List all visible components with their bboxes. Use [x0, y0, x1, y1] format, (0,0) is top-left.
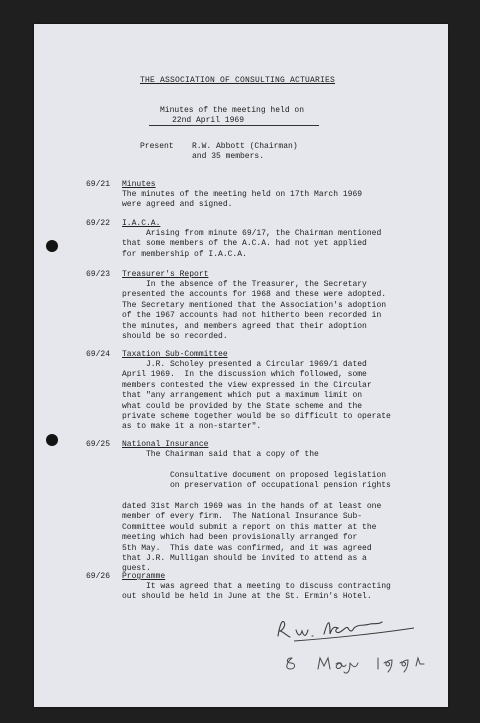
minute-heading: Taxation Sub-Committee	[122, 350, 228, 359]
present-chairman: R.W. Abbott (Chairman)	[192, 142, 298, 151]
handwritten-signature	[274, 612, 424, 642]
minute-number: 69/22	[86, 219, 111, 228]
subtitle-underline	[149, 125, 319, 126]
minute-text: The Chairman said that a copy of the Consultative document on proposed legislation on preservation of occupational pension rights dated 31st March 1969 was in the hands of at least one member of every firm. The National Insurance Sub- Committee would submit a report on this matter at the meeting which had been provisionally arranged for 5th May. This date was confirmed, and it was agreed that J.R. Mulligan should be invited to attend as a guest.	[122, 450, 391, 574]
document-page	[34, 24, 448, 707]
present-label: Present	[140, 142, 174, 151]
meeting-date: 22nd April 1969	[172, 116, 245, 125]
minute-number: 69/23	[86, 270, 111, 279]
minute-heading: Programme	[122, 572, 166, 581]
minute-text: J.R. Scholey presented a Circular 1969/1 dated April 1969. In the discussion which followed, some members contested the view expressed in the Circular that "any arrangement which put a maximum limit on what could be provided by the State scheme and the private scheme together would be so difficult to operate as to make it a non-starter".	[122, 360, 391, 432]
present-members: and 35 members.	[192, 152, 265, 161]
punch-hole-bottom	[46, 434, 58, 446]
document-title: THE ASSOCIATION OF CONSULTING ACTUARIES	[140, 76, 336, 85]
handwritten-date	[284, 652, 464, 674]
minute-heading: Minutes	[122, 180, 156, 189]
minute-number: 69/24	[86, 350, 111, 359]
punch-hole-top	[46, 240, 58, 252]
minute-number: 69/26	[86, 572, 111, 581]
minute-number: 69/25	[86, 440, 111, 449]
minute-text: Arising from minute 69/17, the Chairman mentioned that some members of the A.C.A. had not yet applied for membership of I.A.C.A.	[122, 229, 382, 259]
minute-text: The minutes of the meeting held on 17th March 1969 were agreed and signed.	[122, 190, 363, 210]
minute-number: 69/21	[86, 180, 111, 189]
minute-heading: National Insurance	[122, 440, 209, 449]
minute-heading: Treasurer's Report	[122, 270, 209, 279]
minute-text: It was agreed that a meeting to discuss contracting out should be held in June at the St. Ermin's Hotel.	[122, 582, 391, 602]
meeting-subtitle-line1: Minutes of the meeting held on	[160, 106, 305, 115]
minute-text: In the absence of the Treasurer, the Secretary presented the accounts for 1968 and these were adopted. The Secretary mentioned that the Association's adoption of the 1967 accounts had not hitherto been recorded in the minutes, and members agreed that their adoption should be so recorded.	[122, 280, 387, 342]
minute-heading: I.A.C.A.	[122, 219, 161, 228]
